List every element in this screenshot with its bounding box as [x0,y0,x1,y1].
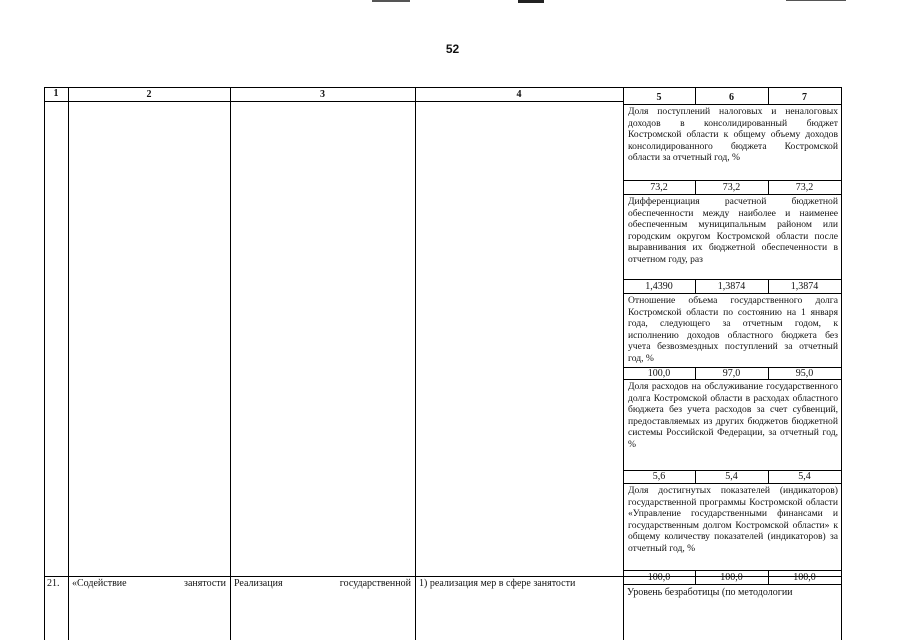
row-line [623,279,842,280]
header-row-line [623,104,842,105]
indicator-value: 1,3874 [717,281,746,292]
scan-mark [786,0,846,1]
indicator-value: 1,4390 [645,281,673,292]
program-name [72,578,226,590]
col-line [68,87,69,640]
program-goal-word: государственной [339,578,411,589]
indicator-text: Доля поступлений налоговых и неналоговых доходов в консолидированный бюджет Костромской области к общему объему доходов консолидированного бюджета Костромской области за отчетный год, % [628,106,838,164]
header-row-line [44,101,623,102]
header-cell-4: 4 [516,89,522,100]
row-number: 21. [47,578,60,589]
indicator-text: Доля достигнутых показателей (индикаторов) государственной программы Костромской области «Управление государственными финансами и государственным долгом Костромской области» к общему количеству показателей (индикаторов) за отчетный год, % [628,485,838,554]
col-line [623,87,624,640]
program-name-word: «Содействие [72,578,127,589]
indicator-value: 73,2 [795,182,814,193]
indicator-value: 5,4 [798,471,811,482]
row-line [623,194,842,195]
row-line [623,180,842,181]
indicator-value: 73,2 [650,182,668,193]
page-number: 52 [445,42,460,56]
indicator-value: 1,3874 [790,281,819,292]
col-line [230,87,231,640]
table-border-top [44,87,842,88]
program-name-word: занятости [184,578,226,589]
program-goal [234,578,411,590]
program-task: 1) реализация мер в сфере занятости [419,578,576,589]
scan-mark [372,0,410,2]
header-cell-7: 7 [802,92,807,103]
indicator-value: 73,2 [722,182,741,193]
program-goal-word: Реализация [234,578,283,589]
indicator-value: 95,0 [795,368,814,379]
header-cell-5: 5 [656,92,662,103]
indicator-value: 100,0 [720,572,743,583]
indicator-text: Дифференциация расчетной бюджетной обеспеченности между наиболее и наименее обеспеченным муниципальным районом или городским округом Костромской области после выравнивания их бюджетной обеспеченности в отчетном году, раз [628,196,838,265]
indicator-value: 97,0 [722,368,741,379]
row-line [623,584,842,585]
row-line [623,293,842,294]
col-line [415,87,416,640]
header-cell-2: 2 [146,89,152,100]
row-line [623,483,842,484]
indicator-value: 100,0 [647,572,671,583]
header-cell-1: 1 [53,88,59,99]
indicator-value: 5,6 [652,471,666,482]
indicator-text: Уровень безработицы (по методологии [627,587,793,598]
row-line [623,379,842,380]
indicator-text: Доля расходов на обслуживание государственного долга Костромской области в расходах областного бюджета без учета расходов за счет субвенций, предоставляемых из других бюджетов бюджетной системы Российской Федерации, за отчетный год, % [628,381,838,450]
header-cell-3: 3 [320,89,325,100]
indicator-value: 100,0 [793,572,816,583]
col-line [841,87,842,640]
scan-mark [518,0,544,3]
row-line [623,570,842,571]
indicator-text: Отношение объема государственного долга Костромской области по состоянию на 1 января года, следующего за отчетным годом, к исполнению доходов областного бюджета без учета безвозмездных поступлений за отчетный год, % [628,295,838,364]
header-cell-6: 6 [729,92,734,103]
indicator-value: 100,0 [647,368,671,379]
col-line [44,87,45,640]
indicator-value: 5,4 [725,471,738,482]
